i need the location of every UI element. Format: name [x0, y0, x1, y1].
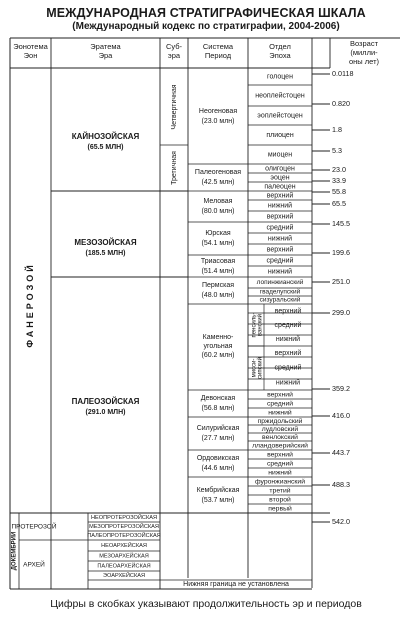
age-value: 23.0 — [332, 164, 346, 174]
series-label: пржидольский — [257, 417, 303, 425]
subsystem-label: мисси- — [251, 358, 258, 378]
age-value: 1.8 — [332, 124, 342, 134]
age-value: 199.6 — [332, 247, 350, 257]
series-label: сизуральский — [259, 296, 301, 304]
system-name: Меловая — [203, 197, 233, 205]
series-label: нижний — [267, 268, 293, 276]
header-series: Отдел — [269, 41, 291, 51]
series-label: нижний — [267, 202, 293, 210]
era-duration: (65.5 МЛН) — [87, 143, 124, 151]
era-name: ПАЛЕОЗОЙСКАЯ — [71, 397, 140, 407]
age-value: 251.0 — [332, 276, 350, 286]
eon-archean: АРХЕЙ — [23, 561, 45, 569]
header-age-2: (милли- — [350, 47, 378, 57]
series-label: второй — [269, 496, 291, 504]
header-system: Система — [202, 41, 234, 51]
system-name: Ордовикская — [196, 454, 240, 462]
series-label: неоплейстоцен — [255, 92, 305, 100]
age-value: 542.0 — [332, 516, 350, 526]
age-value: 416.0 — [332, 410, 350, 420]
system-duration: (48.0 млн) — [201, 291, 235, 299]
precambrian-era: ЭОАРХЕЙСКАЯ — [102, 572, 146, 579]
footnote: Цифры в скобках указывают продолжительность эр и периодов — [50, 598, 362, 610]
series-label: средний — [266, 257, 294, 265]
system-name: Триасовая — [200, 257, 236, 265]
precambrian-era: МЕЗОАРХЕЙСКАЯ — [99, 553, 149, 560]
age-value: 443.7 — [332, 447, 350, 457]
series-label: миоцен — [267, 151, 293, 159]
precambrian-era: ПАЛЕОПРОТЕРОЗОЙСКАЯ — [87, 532, 161, 539]
series-label: лландоверийский — [252, 442, 308, 450]
series-label: первый — [268, 505, 292, 513]
series-label: нижний — [268, 469, 292, 477]
series-label: эоплейстоцен — [257, 112, 303, 120]
header-series-2: Эпоха — [269, 50, 291, 60]
series-label: нижний — [275, 379, 301, 387]
header-age-3: оны лет) — [348, 56, 380, 66]
system-duration: (53.7 млн) — [201, 496, 235, 504]
system-duration: (60.2 млн) — [201, 351, 235, 359]
system-name: Неогеновая — [198, 107, 238, 115]
precambrian-era: МЕЗОПРОТЕРОЗОЙСКАЯ — [89, 523, 159, 530]
era-name: МЕЗОЗОЙСКАЯ — [74, 238, 137, 248]
age-value: 145.5 — [332, 218, 350, 228]
age-value: 488.3 — [332, 479, 350, 489]
series-label: плиоцен — [266, 131, 294, 139]
header-system-2: Период — [204, 50, 232, 60]
series-label: лудловский — [261, 425, 299, 433]
system-duration: (51.4 млн) — [201, 267, 235, 275]
series-label: верхний — [266, 246, 294, 254]
series-label: голоцен — [267, 73, 293, 81]
series-label: верхний — [267, 391, 293, 399]
series-label: лопинжианский — [256, 279, 304, 287]
header-subera: Суб- — [165, 41, 183, 51]
series-label: средний — [266, 400, 294, 408]
system-name: угольная — [203, 342, 233, 350]
eon-precambrian: ДОКЕМБРИЙ — [11, 531, 18, 571]
header-era: Эратема — [90, 41, 121, 51]
series-label: фуронжианский — [255, 478, 305, 486]
series-label: олигоцен — [265, 165, 295, 173]
series-label: верхний — [274, 307, 302, 315]
header-eon-2: Эон — [23, 50, 38, 60]
series-label: средний — [274, 321, 302, 329]
system-name: Каменно- — [202, 333, 234, 341]
precambrian-era: НЕОПРОТЕРОЗОЙСКАЯ — [91, 514, 157, 521]
series-label: нижний — [267, 235, 293, 243]
series-label: верхний — [266, 192, 294, 200]
system-name: Пермская — [201, 281, 235, 289]
age-value: 33.9 — [332, 175, 346, 185]
system-duration: (80.0 млн) — [201, 207, 235, 215]
age-value: 55.8 — [332, 186, 346, 196]
system-name: Юрская — [205, 229, 231, 237]
system-duration: (56.8 млн) — [201, 404, 235, 412]
system-name: Девонская — [200, 394, 236, 402]
series-label: верхний — [274, 349, 302, 357]
series-label: нижний — [275, 335, 301, 343]
subera-label: Третичная — [170, 151, 178, 185]
page-title: МЕЖДУНАРОДНАЯ СТРАТИГРАФИЧЕСКАЯ ШКАЛА — [46, 6, 366, 20]
series-label: венлокский — [262, 433, 298, 441]
system-name: Кембрийская — [196, 486, 240, 494]
header-eon: Эонотема — [13, 41, 48, 51]
precambrian-era: НЕОАРХЕЙСКАЯ — [101, 542, 147, 549]
era-name: КАЙНОЗОЙСКАЯ — [71, 132, 140, 142]
series-label: нижний — [268, 409, 292, 417]
lower-boundary-note: Нижняя граница не установлена — [183, 580, 289, 588]
system-name: Палеогеновая — [194, 168, 242, 176]
system-duration: (23.0 млн) — [201, 117, 235, 125]
series-label: третий — [269, 487, 291, 495]
series-label: верхний — [266, 213, 294, 221]
series-label: средний — [274, 364, 302, 372]
system-duration: (27.7 млн) — [201, 434, 235, 442]
system-duration: (54.1 млн) — [201, 239, 235, 247]
system-duration: (44.6 млн) — [201, 464, 235, 472]
age-value: 0.820 — [332, 98, 350, 108]
header-subera-2: эра — [167, 50, 181, 60]
series-label: верхний — [267, 451, 293, 459]
series-label: средний — [266, 224, 294, 232]
precambrian-era: ПАЛЕОАРХЕЙСКАЯ — [97, 563, 151, 570]
series-label: палеоцен — [264, 183, 296, 191]
age-value: 65.5 — [332, 198, 346, 208]
header-age: Возраст — [349, 38, 379, 48]
page-subtitle: (Международный кодекс по стратиграфии, 2004-2006) — [72, 21, 340, 32]
system-name: Силурийская — [196, 424, 240, 432]
era-duration: (185.5 МЛН) — [85, 249, 126, 257]
subsystem-label: сипский — [257, 357, 264, 379]
age-value: 359.2 — [332, 383, 350, 393]
eon-phanerozoic: ФАНЕРОЗОЙ — [24, 262, 35, 348]
eon-proterozoic: ПРОТЕРОЗОЙ — [11, 523, 57, 531]
series-label: гваделупский — [259, 288, 301, 296]
subsystem-label: ванский — [257, 313, 264, 337]
age-value: 5.3 — [332, 145, 342, 155]
subsystem-label: пенсиль- — [251, 312, 258, 338]
series-label: средний — [266, 460, 294, 468]
header-era-2: Эра — [98, 50, 113, 60]
system-duration: (42.5 млн) — [201, 178, 235, 186]
era-duration: (291.0 МЛН) — [85, 408, 126, 416]
age-value: 299.0 — [332, 307, 350, 317]
series-label: эоцен — [270, 174, 290, 182]
age-value: 0.0118 — [332, 68, 354, 78]
subera-label: Четвертичная — [170, 84, 178, 130]
